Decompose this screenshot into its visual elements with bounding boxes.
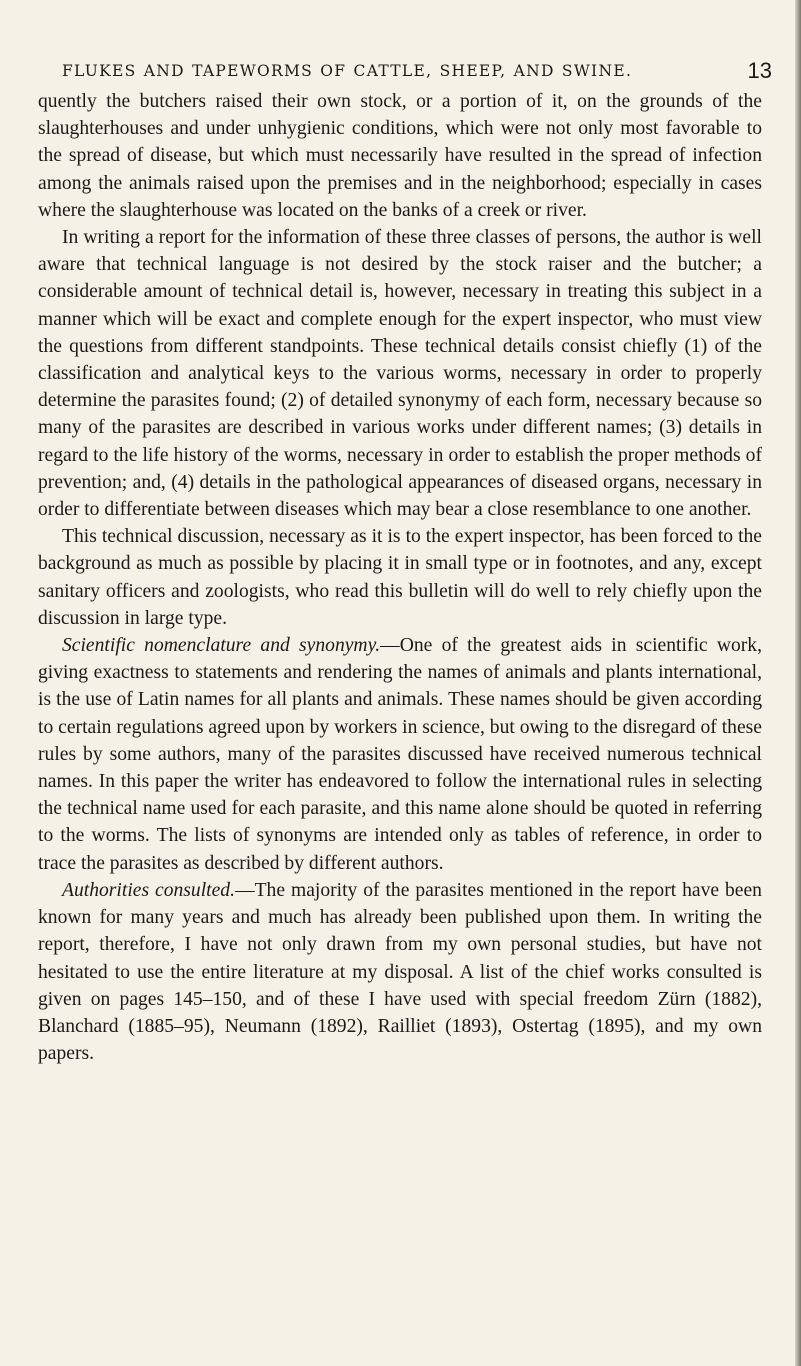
paragraph-nomenclature-text: —One of the greatest aids in scientific work, giving exactness to statements and rendering the names of animals and plants international, is the use of Latin names for all plants and animals. These names should be given according to certain regulations agreed upon by workers in science, but owing to the disregard of these rules by some authors, many of the parasites discussed have received numerous technical names. In this paper the writer has endeavored to follow the international rules in selecting the technical name used for each parasite, and this name alone should be quoted in referring to the worms. The lists of synonyms are intended only as tables of reference, in order to trace the parasites as described by different authors. [38, 635, 762, 874]
paragraph-nomenclature [38, 632, 762, 877]
paragraph-authorities [38, 877, 762, 1067]
paragraph-technical-discussion: This technical discussion, necessary as it is to the expert inspector, has been forced to the background as much as possible by placing it in small type or in footnotes, and any, except sanitary officers and zoologists, who read this bulletin will do well to rely chiefly upon the discussion in large type. [38, 526, 762, 629]
paragraph-technical-language: In writing a report for the information of these three classes of persons, the author is well aware that technical language is not desired by the stock raiser and the butcher; a considerable amount of technical detail is, however, necessary in treating this subject in a manner which will be exact and complete enough for the expert inspector, who must view the questions from different standpoints. These technical details consist chiefly (1) of the classification and analytical keys to the various worms, necessary in order to properly determine the parasites found; (2) of detailed synonymy of each form, necessary because so many of the parasites are described in various works under different names; (3) details in regard to the life history of the worms, necessary in order to establish the proper methods of prevention; and, (4) details in the pathological appearances of diseased organs, necessary in order to differentiate between diseases which may bear a close resemblance to one another. [38, 227, 762, 521]
body-text [38, 88, 762, 1067]
section-heading-nomenclature: Scientific nomenclature and synonymy. [62, 635, 381, 657]
section-heading-authorities: Authorities consulted. [62, 879, 235, 901]
page-number: 13 [747, 58, 772, 83]
paragraph-authorities-text: —The majority of the parasites mentioned in the report have been known for many years and much has already been published upon them. In writing the report, therefore, I have not only drawn from my own personal studies, but have not hesitated to use the entire literature at my disposal. A list of the chief works consulted is given on pages 145–150, and of these I have used with special freedom Zürn (1882), Blanchard (1885–95), Neumann (1892), Railliet (1893), Ostertag (1895), and my own papers. [38, 879, 762, 1065]
page-edge-shadow [795, 0, 801, 1366]
page-header [62, 58, 772, 88]
running-head: FLUKES AND TAPEWORMS OF CATTLE, SHEEP, AND SWINE. [62, 62, 633, 80]
paragraph-continued: quently the butchers raised their own stock, or a portion of it, on the grounds of the slaughterhouses and under unhygienic conditions, which were not only most favorable to the spread of disease, but which must necessarily have resulted in the spread of infection among the animals raised upon the premises and in the neighborhood; especially in cases where the slaughterhouse was located on the banks of a creek or river. [38, 91, 762, 221]
